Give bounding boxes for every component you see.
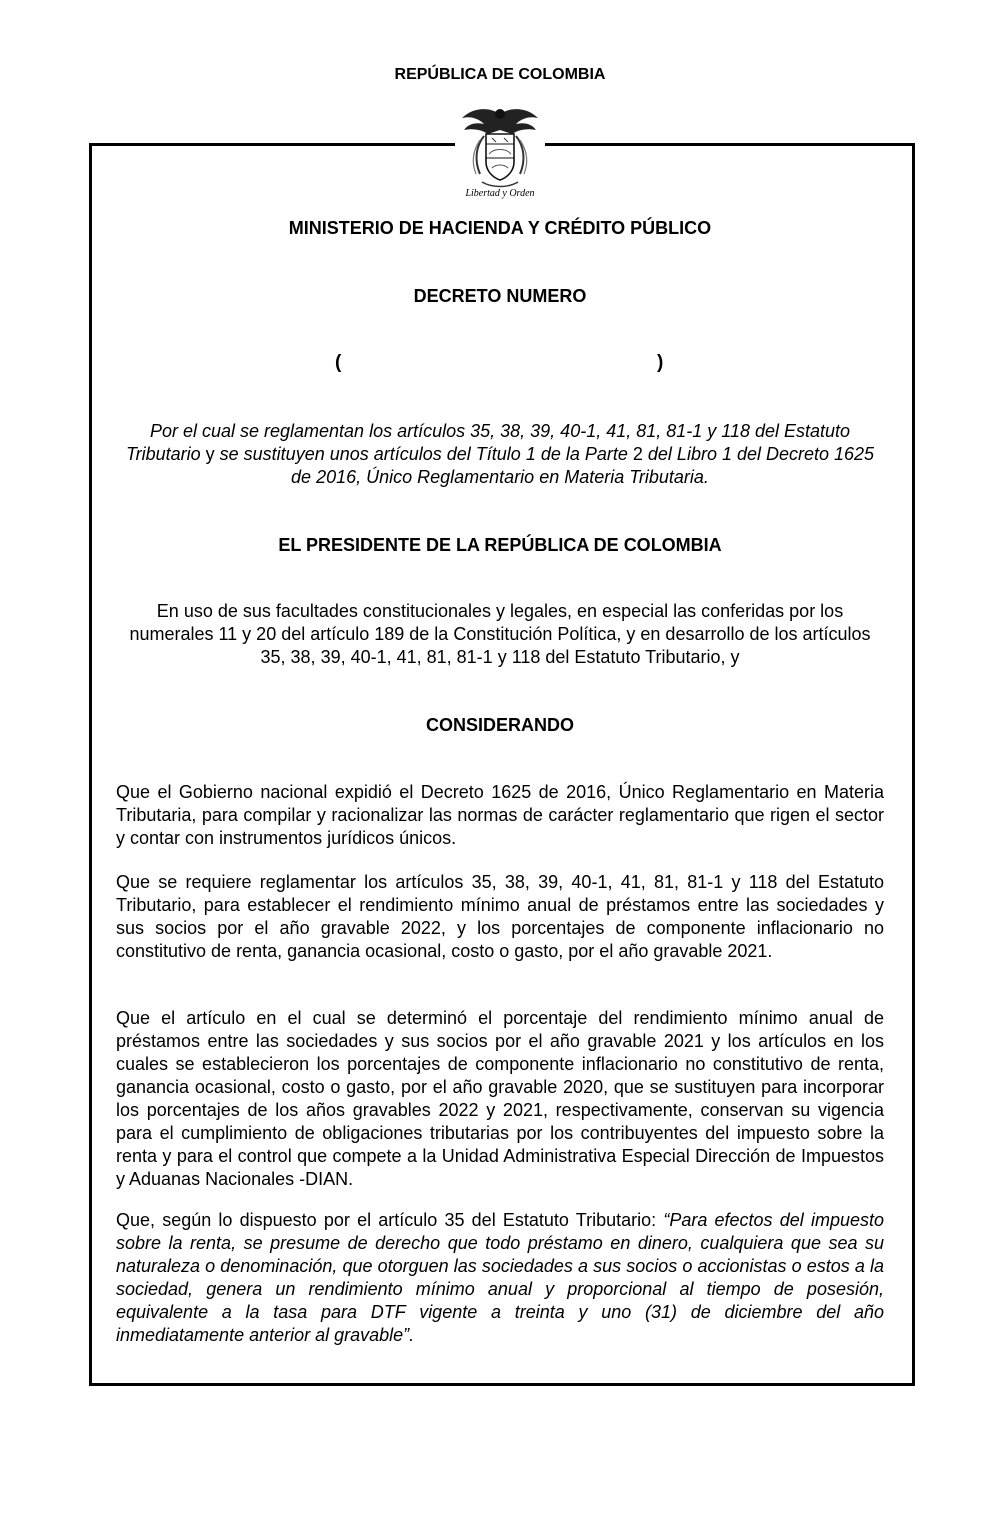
decree-subject bbox=[120, 420, 880, 489]
quote-intro: Que, según lo dispuesto por el artículo 35 del Estatuto Tributario: bbox=[116, 1210, 664, 1230]
subject-part-4: 2 bbox=[627, 444, 648, 464]
legal-powers-text: En uso de sus facultades constitucionales y legales, en especial las conferidas por los numerales 11 y 20 del artículo 189 de la Constitución Política, y en desarrollo de los artículos 35, 38, 39, 40-1, 41, 81, 81-1 y 118 del Estatuto Tributario, y bbox=[129, 601, 871, 667]
considering-paragraph-1: Que el Gobierno nacional expidió el Decreto 1625 de 2016, Único Reglamentario en Materia Tributaria, para compilar y racionalizar las normas de carácter reglamentario que rigen el sector y contar con instrumentos jurídicos únicos. bbox=[116, 782, 884, 848]
national-seal bbox=[455, 104, 545, 208]
subject-part-2: y bbox=[200, 444, 220, 464]
subject-part-5: del Libro 1 del Decreto 1625 de 2016, Único Reglamentario en Materia Tributaria. bbox=[291, 444, 875, 487]
considering-paragraph-3: Que el artículo en el cual se determinó el porcentaje del rendimiento mínimo anual de préstamos entre las sociedades y sus socios por el año gravable 2021 y los artículos en los cuales se establecieron los porcentajes de componente inflacionario no constitutivo de renta, ganancia ocasional, costo o gasto, por el año gravable 2020, que se sustituyen para incorporar los porcentajes de los años gravables 2022 y 2021, respectivamente, conservan su vigencia para el cumplimiento de obligaciones tributarias por los contribuyentes del impuesto sobre la renta y para el control que compete a la Unidad Administrativa Especial Dirección de Impuestos y Aduanas Nacionales -DIAN. bbox=[116, 1008, 884, 1189]
subject-part-3: se sustituyen unos artículos del Título 1 de la Parte bbox=[219, 444, 628, 464]
considerando-heading: CONSIDERANDO bbox=[425, 715, 574, 735]
country-heading: REPÚBLICA DE COLOMBIA bbox=[394, 66, 606, 83]
document-frame bbox=[89, 143, 915, 1386]
decree-number-open-paren: ( bbox=[335, 352, 342, 373]
considering-paragraph-4 bbox=[116, 1209, 884, 1347]
decree-number-close-paren: ) bbox=[657, 352, 664, 373]
coat-of-arms-icon bbox=[458, 104, 542, 190]
decree-number-label: DECRETO NUMERO bbox=[413, 286, 587, 306]
president-heading: EL PRESIDENTE DE LA REPÚBLICA DE COLOMBIA bbox=[278, 535, 722, 555]
seal-motto: Libertad y Orden bbox=[465, 188, 535, 199]
ministry-heading: MINISTERIO DE HACIENDA Y CRÉDITO PÚBLICO bbox=[288, 218, 712, 238]
considering-paragraph-2: Que se requiere reglamentar los artículos 35, 38, 39, 40-1, 41, 81, 81-1 y 118 del Estatuto Tributario, para establecer el rendimiento mínimo anual de préstamos entre las sociedades y sus socios por el año gravable 2022, y los porcentajes de componente inflacionario no constitutivo de renta, ganancia ocasional, costo o gasto, por el año gravable 2021. bbox=[116, 872, 884, 961]
article-35-quote: “Para efectos del impuesto sobre la renta, se presume de derecho que todo préstamo en dinero, cualquiera que sea su naturaleza o denominación, que otorguen las sociedades a sus socios o accionistas o estos a la sociedad, genera un rendimiento mínimo anual y proporcional al tiempo de posesión, equivalente a la tasa para DTF vigente a treinta y uno (31) de diciembre del año inmediatamente anterior al gravable”. bbox=[116, 1210, 884, 1345]
subject-part-1: Por el cual se reglamentan los artículos 35, 38, 39, 40-1, 41, 81, 81-1 y 118 del Estatuto Tributario bbox=[125, 421, 851, 464]
